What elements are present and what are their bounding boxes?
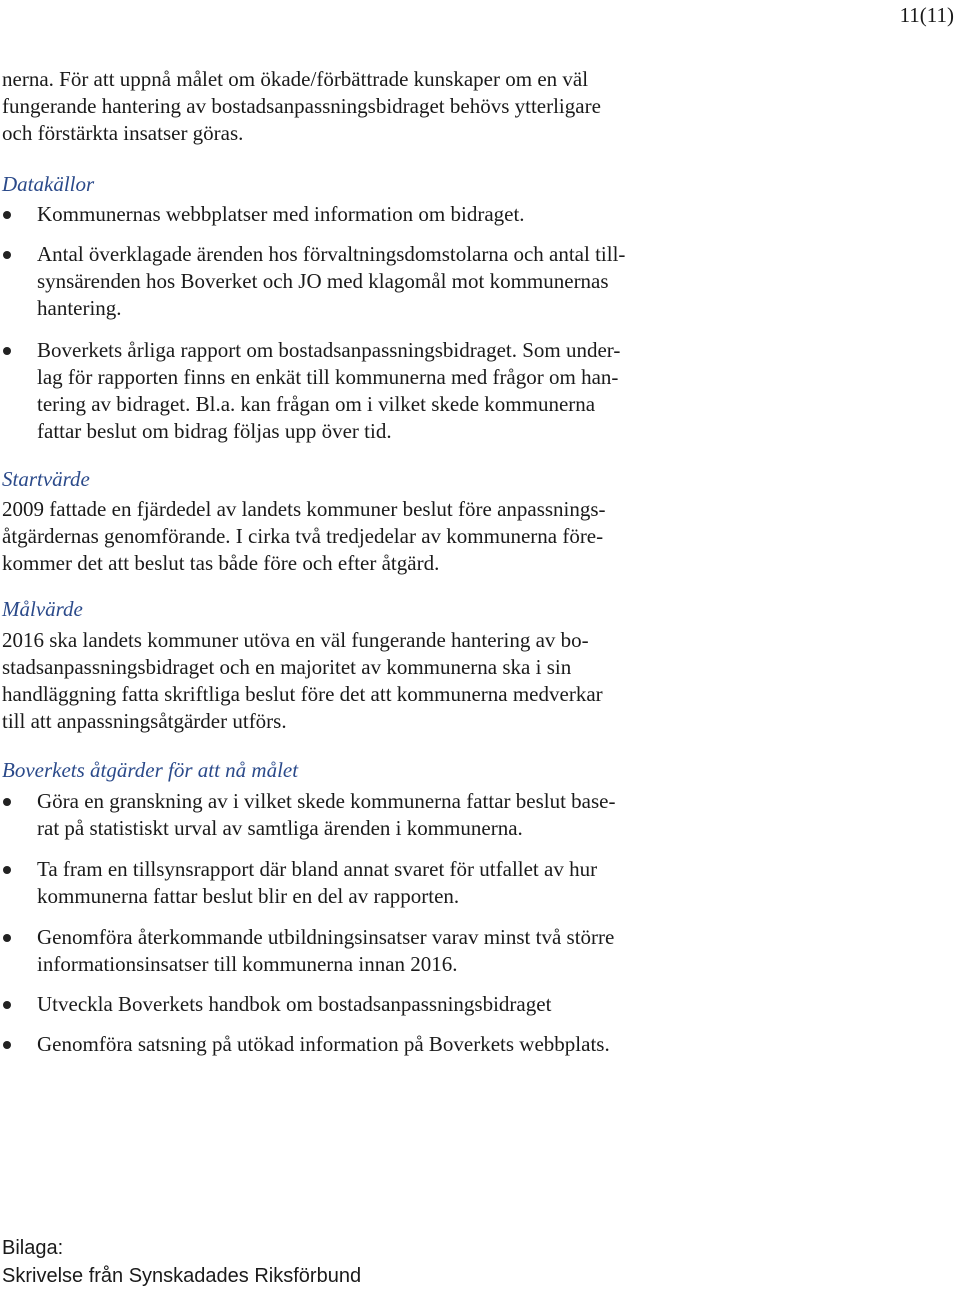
bilaga-text: Skrivelse från Synskadades Riksförbund (2, 1265, 362, 1287)
atgard-item (2, 856, 722, 910)
bilaga-section (2, 1234, 361, 1290)
intro-line: nerna. För att uppnå målet om ökade/förbättrade kunskaper om en väl (2, 67, 589, 91)
bullet-line: Genomföra återkommande utbildningsinsatser varav minst två större (37, 925, 615, 949)
bullet-icon (2, 1031, 37, 1058)
atgard-item (2, 1031, 722, 1058)
malvarde-line: 2016 ska landets kommuner utöva en väl fungerande hantering av bo- (2, 628, 589, 652)
intro-paragraph (2, 66, 722, 147)
datakallor-heading: Datakällor (2, 172, 95, 196)
bullet-icon (2, 201, 37, 228)
bullet-line: informationsinsatser till kommunerna innan 2016. (37, 952, 458, 976)
bilaga-label: Bilaga: (2, 1237, 64, 1259)
bullet-icon (2, 337, 37, 445)
intro-line: fungerande hantering av bostadsanpassningsbidraget behövs ytterligare (2, 94, 601, 118)
bullet-line: Ta fram en tillsynsrapport där bland annat svaret för utfallet av hur (37, 857, 598, 881)
bullet-line: synsärenden hos Boverket och JO med klagomål mot kommunernas (37, 269, 609, 293)
bullet-icon (2, 241, 37, 322)
atgarder-heading: Boverkets åtgärder för att nå målet (2, 758, 299, 782)
datakallor-item (2, 201, 722, 228)
bullet-line: kommunerna fattar beslut blir en del av rapporten. (37, 884, 460, 908)
startvarde-line: åtgärdernas genomförande. I cirka två tredjedelar av kommunerna före- (2, 524, 604, 548)
bullet-line: Genomföra satsning på utökad information på Boverkets webbplats. (37, 1032, 610, 1056)
startvarde-paragraph (2, 496, 722, 577)
malvarde-heading: Målvärde (2, 597, 83, 621)
bullet-line: Kommunernas webbplatser med information om bidraget. (37, 202, 525, 226)
bullet-line: Göra en granskning av i vilket skede kommunerna fattar beslut base- (37, 789, 616, 813)
malvarde-line: handläggning fatta skriftliga beslut före det att kommunerna medverkar (2, 682, 603, 706)
bullet-icon (2, 788, 37, 842)
intro-line: och förstärkta insatser göras. (2, 121, 244, 145)
bullet-icon (2, 856, 37, 910)
startvarde-line: 2009 fattade en fjärdedel av landets kommuner beslut före anpassnings- (2, 497, 606, 521)
malvarde-line: stadsanpassningsbidraget och en majoritet av kommunerna ska i sin (2, 655, 572, 679)
startvarde-line: kommer det att beslut tas både före och efter åtgärd. (2, 551, 440, 575)
atgard-item (2, 788, 722, 842)
bullet-line: fattar beslut om bidrag följas upp över tid. (37, 419, 392, 443)
bullet-line: Boverkets årliga rapport om bostadsanpassningsbidraget. Som under- (37, 338, 621, 362)
bullet-line: lag för rapporten finns en enkät till kommunerna med frågor om han- (37, 365, 619, 389)
bullet-line: rat på statistiskt urval av samtliga ärenden i kommunerna. (37, 816, 523, 840)
malvarde-line: till att anpassningsåtgärder utförs. (2, 709, 287, 733)
bullet-line: Utveckla Boverkets handbok om bostadsanpassningsbidraget (37, 992, 552, 1016)
startvarde-heading: Startvärde (2, 467, 90, 491)
atgard-item (2, 991, 722, 1018)
bullet-line: tering av bidraget. Bl.a. kan frågan om i vilket skede kommunerna (37, 392, 596, 416)
bullet-icon (2, 924, 37, 978)
page-number: 11(11) (899, 3, 954, 27)
bullet-icon (2, 991, 37, 1018)
malvarde-paragraph (2, 627, 722, 735)
bullet-line: Antal överklagade ärenden hos förvaltningsdomstolarna och antal till- (37, 242, 626, 266)
datakallor-item (2, 241, 722, 322)
datakallor-item (2, 337, 722, 445)
atgard-item (2, 924, 722, 978)
bullet-line: hantering. (37, 296, 122, 320)
